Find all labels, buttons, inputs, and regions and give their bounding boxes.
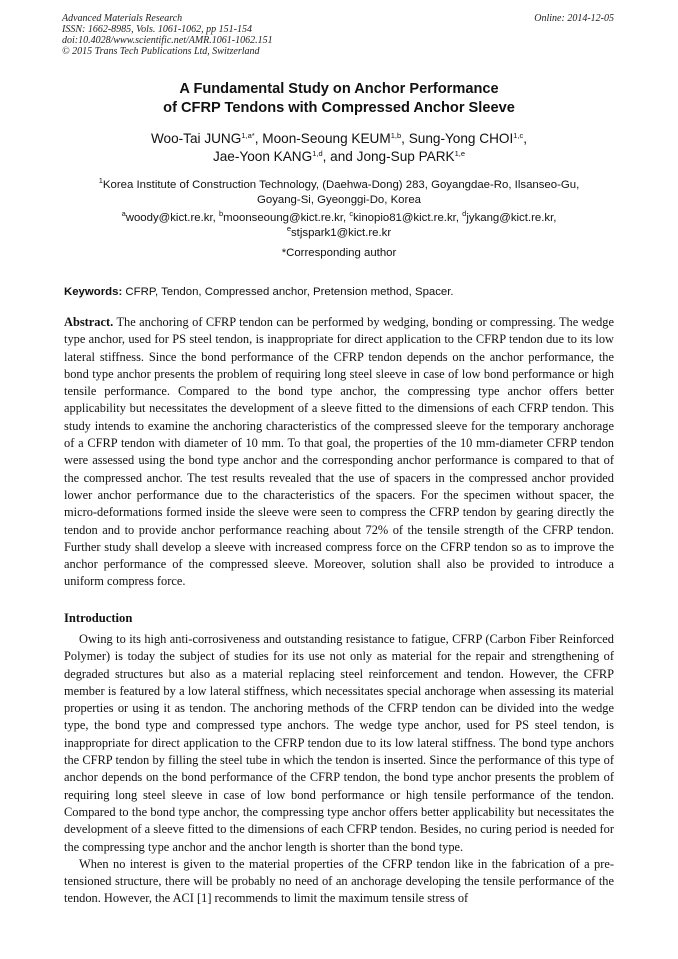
author-name: Jae-Yoon KANG bbox=[212, 149, 313, 164]
email-link[interactable]: moonseoung@kict.re.kr bbox=[223, 212, 343, 224]
affiliation-line-1: $^1$Korea Institute of Construction Technology, (Daehwa-Dong) 283, Goyangdae-Ro, Ilsanseo-Gu, bbox=[98, 176, 580, 191]
email-sup: e bbox=[286, 224, 291, 233]
author-separator: , bbox=[401, 131, 409, 146]
affiliation-line-2: Goyang-Si, Gyeonggi-Do, Korea bbox=[257, 194, 421, 206]
abstract-text: The anchoring of CFRP tendon can be performed by wedging, bonding or compressing. The wedge type anchor, used for PS steel tendon, is inappropriate for direct application to the CFRP tendon due to its low lateral stiffness. Since the bond performance of the CFRP tendon depends on the anchor performance, the bond type anchor presents the problem of requiring long steel sleeve in case of low bond performance or high tensile performance. Compared to the bond type anchor, the compressing type anchor offers better applicability but necessitates the development of a sleeve fitted to the dimensions of each CFRP tendon. This study intends to examine the anchoring characteristics of the compressed sleeve for the temporary anchorage of a CFRP tendon with diameter of 10 mm. To that goal, the properties of the 10 mm-diameter CFRP tendon were assessed using the bond type anchor and the corresponding anchor performance is compared to that of the compressed anchor. The test results revealed that the use of spacers in the compressed anchor provided lower anchor performance due to the characteristics of the spacers. For the specimen without spacer, the micro-deformations formed inside the sleeve were seen to compress the CFRP tendon by gearing directly the tendon and to provide anchor performance reaching about 72% of the tensile strength of the CFRP tendon. Further study shall develop a sleeve with increased compress force on the CFRP tendon so as to improve the anchor performance of the compressed sleeve. Moreover, solution shall also be provided to introduce a uniform compress force. bbox=[64, 315, 614, 589]
email-sup: b bbox=[218, 209, 224, 218]
keywords-text: CFRP, Tendon, Compressed anchor, Pretension method, Spacer. bbox=[125, 286, 454, 298]
author-name: Moon-Seoung KEUM bbox=[262, 131, 391, 146]
email-line-2 bbox=[40, 226, 638, 241]
corresponding-author-note: *Corresponding author bbox=[281, 247, 397, 259]
email-link[interactable]: woody@kict.re.kr bbox=[125, 212, 213, 224]
issn-line: ISSN: 1662-8985, Vols. 1061-1062, pp 151-154 bbox=[62, 24, 252, 35]
email-link[interactable]: kinopio81@kict.re.kr bbox=[353, 212, 456, 224]
email-list bbox=[40, 211, 638, 241]
title-line-1: A Fundamental Study on Anchor Performance bbox=[179, 81, 499, 97]
author-line-1 bbox=[40, 130, 638, 148]
author-sup: 1,a* bbox=[241, 131, 255, 140]
email-link[interactable]: jykang@kict.re.kr bbox=[466, 212, 554, 224]
author-line-2 bbox=[40, 148, 638, 166]
abstract bbox=[64, 314, 614, 591]
email-line-1: $^a$woody@kict.re.kr, $^b$moonseoung@kict.re.kr, $^c$kinopio81@kict.re.kr, $^d$jykang@kict.re.kr, bbox=[121, 209, 557, 224]
doi-line: doi:10.4028/www.scientific.net/AMR.1061-1062.151 bbox=[62, 35, 273, 46]
section-heading-introduction: Introduction bbox=[64, 611, 133, 625]
keywords bbox=[64, 285, 616, 300]
author-sup: 1,e bbox=[454, 149, 466, 158]
journal-name: Advanced Materials Research bbox=[62, 13, 183, 24]
author-sup: 1,c bbox=[513, 131, 524, 140]
author-sup: 1,b bbox=[390, 131, 402, 140]
online-date: Online: 2014-12-05 bbox=[534, 13, 614, 24]
keywords-label: Keywords: bbox=[64, 286, 123, 298]
email-link[interactable]: stjspark1@kict.re.kr bbox=[290, 227, 392, 239]
author-sup: 1,d bbox=[312, 149, 323, 158]
title-line-2: of CFRP Tendons with Compressed Anchor Sleeve bbox=[163, 100, 515, 116]
copyright-line: © 2015 Trans Tech Publications Ltd, Switzerland bbox=[62, 46, 260, 57]
affiliation-sup: 1 bbox=[98, 176, 103, 185]
email-sup: d bbox=[462, 209, 467, 218]
author-name: Woo-Tai JUNG bbox=[150, 131, 242, 146]
author-name: Jong-Sup PARK bbox=[356, 149, 455, 164]
author-name: Sung-Yong CHOI bbox=[408, 131, 514, 146]
paragraph: Owing to its high anti-corrosiveness and outstanding resistance to fatigue, CFRP (Carbon Fiber Reinforced Polymer) is today the subject of studies for its use not only as material for the repair and strengthening of degraded structures but also as a material replacing steel reinforcement and tendon. However, the CFRP member is featured by a low lateral stiffness, which necessitates special anchorage when assessing its material properties or using it as tendon. The anchoring methods of the CFRP tendon can be divided into the wedge type, the bond type and compressed type anchors. The wedge type anchor, used for PS steel tendon, is inappropriate for direct application to the CFRP tendon due to its low lateral stiffness. The bond type anchors the CFRP tendon by filling the steel tube in which the tendon is inserted. Since the performance of this type of anchor depends on the bond performance of the CFRP tendon, the bond type anchor presents the problem of requiring long steel sleeve in case of low bond performance or high tensile performance of the tendon. Compared to the bond type anchor, the compressing type anchor offers better applicability but necessitates the development of a sleeve fitted to the dimensions of each CFRP tendon. Besides, no curing period is needed for the compressing type anchor and the anchor length is shorter than the bond type. bbox=[64, 632, 614, 854]
abstract-label: Abstract. bbox=[64, 315, 114, 329]
email-sup: a bbox=[121, 209, 126, 218]
journal-header bbox=[62, 13, 273, 57]
paragraph: When no interest is given to the material properties of the CFRP tendon like in the fabrication of a pre-tensioned structure, there will be probably no need of an anchorage developing the tensile performance of the tendon. However, the ACI [1] recommends to limit the maximum tensile stress of bbox=[64, 856, 614, 906]
author-separator: , bbox=[254, 131, 263, 146]
author-separator: , and bbox=[322, 149, 357, 164]
email-sup: c bbox=[349, 209, 354, 218]
affiliation bbox=[40, 178, 638, 208]
introduction-body bbox=[64, 631, 614, 908]
paper-title bbox=[40, 80, 638, 118]
author-separator: , bbox=[523, 131, 528, 146]
author-list bbox=[40, 130, 638, 166]
